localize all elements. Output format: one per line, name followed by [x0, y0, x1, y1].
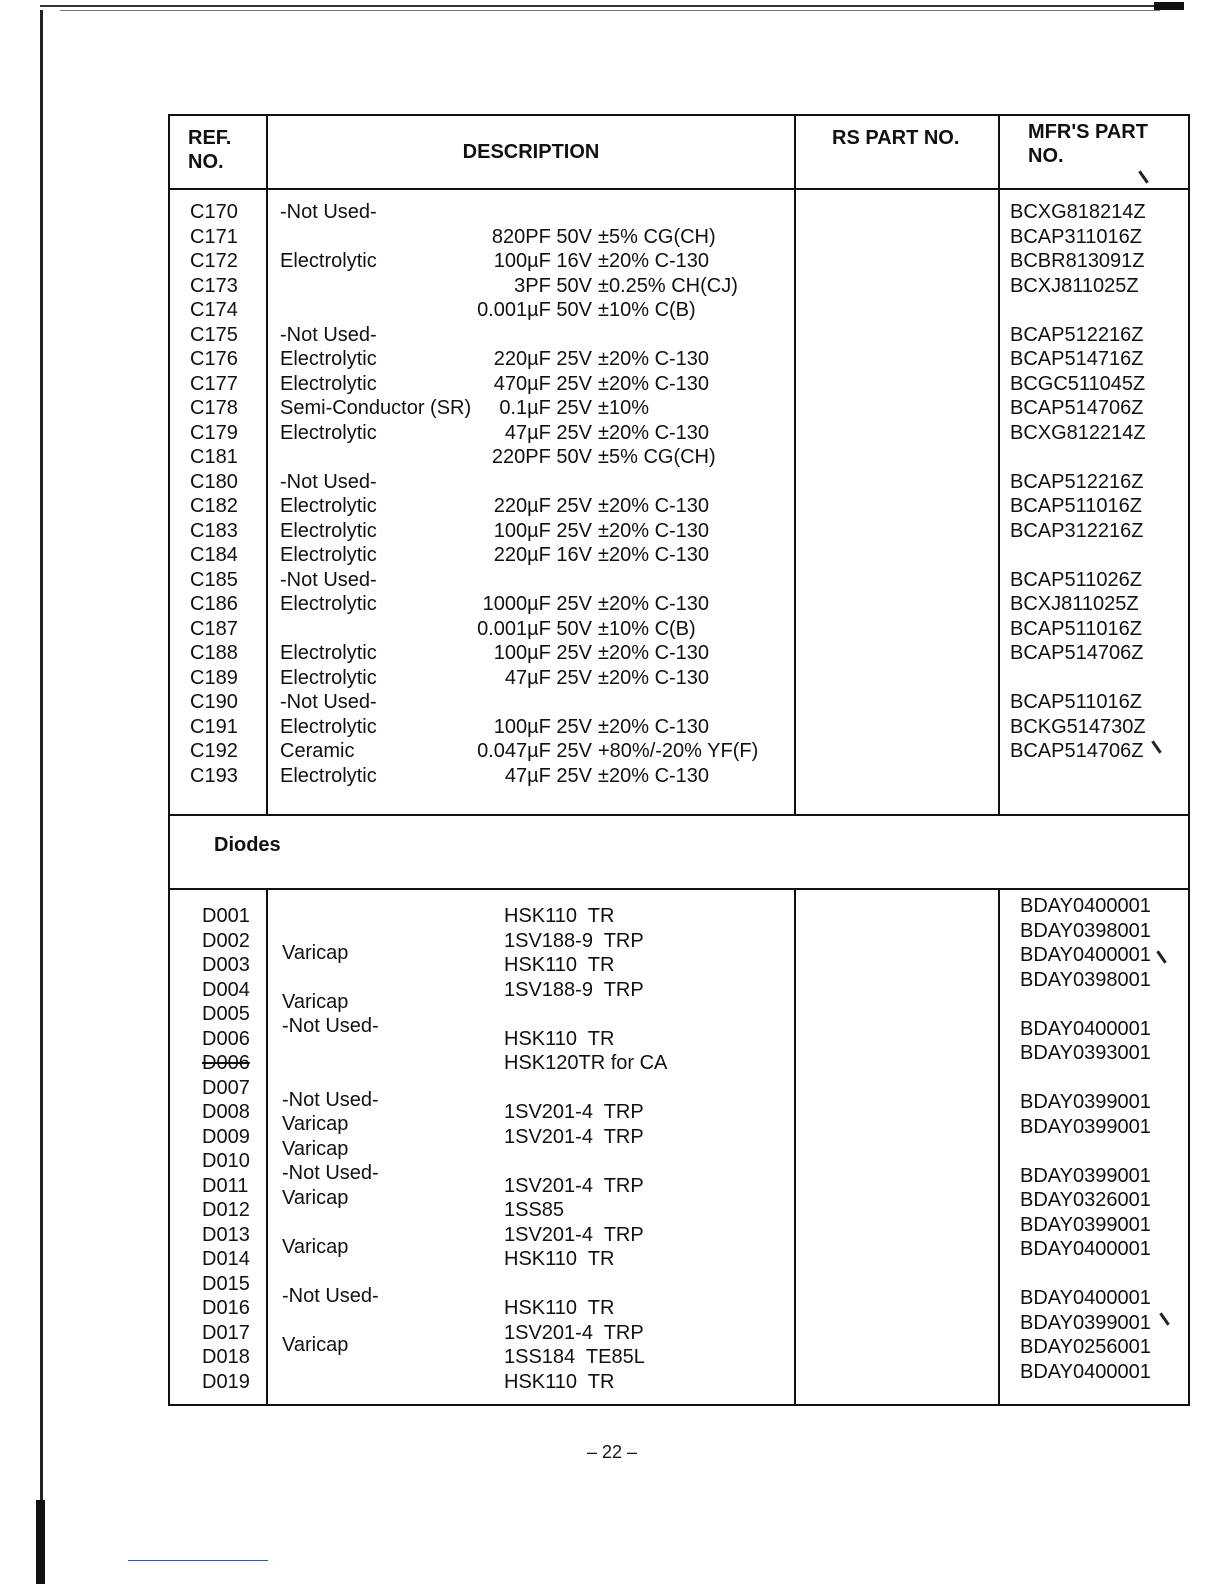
- ref-no: C184: [190, 544, 238, 566]
- ref-no: D003: [202, 954, 250, 976]
- mfr-part-no: [1020, 992, 1188, 1017]
- component-value: 820PF 50V: [491, 225, 592, 248]
- component-value: 220PF 50V: [491, 446, 592, 468]
- diode-rs-column: [795, 889, 999, 1405]
- component-type: Electrolytic: [280, 764, 377, 787]
- mfr-part-no: BCAP512216Z: [1010, 323, 1144, 346]
- ref-no: D012: [202, 1199, 250, 1221]
- component-tolerance: ±20% C-130: [598, 593, 710, 615]
- component-type: Varicap: [282, 1235, 349, 1258]
- ref-no: D002: [202, 929, 250, 952]
- component-type: Varicap: [282, 990, 349, 1013]
- component-type: -Not Used-: [280, 323, 377, 346]
- component-value: 220µF 25V: [493, 495, 592, 517]
- component-type: Varicap: [282, 1113, 349, 1135]
- header-description: DESCRIPTION: [267, 115, 795, 189]
- mfr-part-no: BDAY0398001: [1020, 968, 1151, 991]
- ref-no: C185: [190, 568, 238, 591]
- diode-mfr-column: [999, 889, 1189, 1405]
- mfr-part-no: BDAY0400001: [1020, 1017, 1151, 1040]
- component-type: -Not Used-: [280, 201, 377, 223]
- component-tolerance: ±20% C-130: [598, 495, 710, 517]
- component-tolerance: ±10% C(B): [598, 299, 696, 321]
- mfr-part-no: BDAY0399001: [1020, 1115, 1151, 1138]
- ref-no: D007: [202, 1076, 250, 1099]
- ref-no: C187: [190, 617, 238, 640]
- mfr-part-no: BCAP511026Z: [1010, 568, 1142, 591]
- component-tolerance: ±20% C-130: [598, 348, 710, 370]
- mfr-part-no: [1020, 1066, 1188, 1091]
- component-type: -Not Used-: [282, 1162, 379, 1184]
- component-part: HSK110 TR: [504, 905, 615, 927]
- component-part: HSK110 TR: [504, 1370, 615, 1393]
- mfr-part-no: BDAY0256001: [1020, 1336, 1151, 1358]
- mfr-part-no: BCKG514730Z: [1010, 715, 1146, 738]
- component-tolerance: ±20% C-130: [598, 519, 710, 542]
- component-tolerance: ±20% C-130: [598, 421, 710, 444]
- scan-bottom-line: [128, 1560, 268, 1561]
- mfr-part-no: BDAY0400001: [1020, 944, 1151, 966]
- component-type: -Not Used-: [280, 470, 377, 493]
- component-value: 47µF 25V: [504, 764, 592, 787]
- ref-no: D005: [202, 1003, 250, 1025]
- ref-no: D006: [202, 1052, 250, 1074]
- component-tolerance: +80%/-20% YF(F): [598, 740, 759, 762]
- component-value: 0.1µF 25V: [499, 397, 592, 419]
- component-value: 0.001µF 50V: [477, 617, 592, 640]
- mfr-part-no: BDAY0400001: [1020, 1360, 1151, 1383]
- mfr-part-no: [1020, 1262, 1188, 1287]
- mfr-part-no: BCGC511045Z: [1010, 372, 1146, 395]
- component-type: Electrolytic: [280, 519, 377, 542]
- mfr-part-no: BCAP514706Z: [1010, 740, 1144, 762]
- ref-no: D013: [202, 1223, 250, 1246]
- component-value: 1000µF 25V: [482, 593, 592, 615]
- mfr-part-no: BDAY0399001: [1020, 1164, 1151, 1187]
- mfr-part-no: [1010, 445, 1188, 470]
- component-part: HSK110 TR: [504, 954, 615, 976]
- mfr-part-no: BDAY0399001: [1020, 1213, 1151, 1236]
- mfr-part-no: BDAY0400001: [1020, 895, 1151, 917]
- mfr-part-no: BDAY0399001: [1020, 1091, 1151, 1113]
- component-part: 1SV188-9 TRP: [504, 978, 644, 1001]
- component-part: 1SV201-4 TRP: [504, 1125, 644, 1148]
- component-tolerance: ±0.25% CH(CJ): [598, 274, 738, 297]
- component-tolerance: ±20% C-130: [598, 666, 710, 689]
- component-value: 220µF 16V: [493, 544, 592, 566]
- component-value: 100µF 25V: [493, 519, 592, 542]
- ref-no: C190: [190, 691, 238, 713]
- ref-no: D017: [202, 1321, 250, 1344]
- component-part: 1SV201-4 TRP: [504, 1223, 644, 1246]
- mfr-part-no: BCXJ811025Z: [1010, 593, 1139, 615]
- ref-no: C174: [190, 299, 238, 321]
- mfr-part-no: BDAY0398001: [1020, 919, 1151, 942]
- ref-no: C193: [190, 764, 238, 787]
- mfr-part-no: BDAY0393001: [1020, 1042, 1151, 1064]
- ref-no: C183: [190, 519, 238, 542]
- ref-no: C181: [190, 446, 238, 468]
- component-value: 100µF 16V: [493, 250, 592, 272]
- component-part: HSK110 TR: [504, 1027, 615, 1050]
- component-value: 100µF 25V: [493, 642, 592, 664]
- mfr-part-no: BCXG818214Z: [1010, 201, 1146, 223]
- component-value: 47µF 25V: [504, 666, 592, 689]
- mfr-part-no: BCAP514706Z: [1010, 642, 1144, 664]
- component-tolerance: ±20% C-130: [598, 764, 710, 787]
- component-value: 100µF 25V: [493, 715, 592, 738]
- header-mfr-part-no: MFR'S PART NO.: [999, 115, 1189, 189]
- component-type: Electrolytic: [280, 348, 377, 370]
- ref-no: D015: [202, 1272, 250, 1295]
- component-part: 1SV201-4 TRP: [504, 1321, 644, 1344]
- mfr-part-no: BCAP312216Z: [1010, 519, 1144, 542]
- ref-no: D010: [202, 1150, 250, 1172]
- mfr-part-no: BCAP514706Z: [1010, 397, 1144, 419]
- ref-no: C173: [190, 274, 238, 297]
- component-part: 1SS184 TE85L: [504, 1346, 645, 1368]
- mfr-part-no: [1010, 298, 1188, 323]
- component-value: 470µF 25V: [493, 372, 592, 395]
- ref-no: D011: [202, 1174, 249, 1197]
- mfr-part-no: BDAY0399001: [1020, 1311, 1151, 1334]
- ref-no: C176: [190, 348, 238, 370]
- ref-no: C172: [190, 250, 238, 272]
- mfr-part-no: BCXJ811025Z: [1010, 274, 1139, 297]
- component-part: HSK120TR for CA: [504, 1052, 668, 1074]
- component-value: 0.047µF 25V: [477, 740, 592, 762]
- mfr-part-no: BDAY0326001: [1020, 1189, 1151, 1211]
- component-type: Varicap: [282, 941, 349, 964]
- component-type: Varicap: [282, 1137, 349, 1160]
- ref-no: D004: [202, 978, 250, 1001]
- mfr-part-no: BCAP511016Z: [1010, 617, 1142, 640]
- scan-left-bottom-mark: [36, 1500, 45, 1584]
- section-title: Diodes: [169, 815, 1189, 889]
- ref-no: C186: [190, 593, 238, 615]
- ref-no: C180: [190, 470, 238, 493]
- ref-no: D018: [202, 1346, 250, 1368]
- mfr-part-no: BCAP514716Z: [1010, 348, 1144, 370]
- component-type: Electrolytic: [280, 666, 377, 689]
- ref-no: D009: [202, 1125, 250, 1148]
- ref-no: C189: [190, 666, 238, 689]
- component-value: 0.001µF 50V: [477, 299, 592, 321]
- ref-no: D006: [202, 1027, 250, 1050]
- mfr-part-no: BCXG812214Z: [1010, 421, 1146, 444]
- mfr-part-no: BCAP511016Z: [1010, 495, 1142, 517]
- component-type: Electrolytic: [280, 544, 377, 566]
- component-part: 1SV201-4 TRP: [504, 1174, 644, 1197]
- component-part: HSK110 TR: [504, 1248, 615, 1270]
- mfr-part-no: BCAP512216Z: [1010, 470, 1144, 493]
- capacitor-description-column: [267, 189, 795, 815]
- component-tolerance: ±20% C-130: [598, 372, 710, 395]
- header-ref-no: REF. NO.: [169, 115, 267, 189]
- mfr-part-no: BDAY0400001: [1020, 1287, 1151, 1309]
- component-value: 220µF 25V: [493, 348, 592, 370]
- page-number: – 22 –: [586, 1442, 638, 1462]
- parts-table: [168, 114, 1190, 1406]
- diode-description-column: [267, 889, 795, 1405]
- mfr-part-no: [1010, 543, 1188, 568]
- component-tolerance: ±20% C-130: [598, 250, 710, 272]
- component-type: Electrolytic: [280, 715, 377, 738]
- diodes-section-row: [169, 815, 1189, 889]
- component-type: Ceramic: [280, 740, 355, 762]
- ref-no: D014: [202, 1248, 250, 1270]
- component-type: -Not Used-: [280, 568, 377, 591]
- component-part: 1SV201-4 TRP: [504, 1101, 644, 1123]
- component-type: -Not Used-: [280, 691, 377, 713]
- ref-no: D016: [202, 1297, 250, 1319]
- mfr-part-no: [1010, 666, 1188, 691]
- diode-block: [169, 889, 1189, 1405]
- component-type: Electrolytic: [280, 421, 377, 444]
- capacitor-rs-column: [795, 189, 999, 815]
- mfr-part-no: [1020, 1139, 1188, 1164]
- component-type: Electrolytic: [280, 593, 377, 615]
- mfr-part-no: BCBR813091Z: [1010, 250, 1145, 272]
- component-tolerance: ±20% C-130: [598, 715, 710, 738]
- ref-no: C171: [190, 225, 238, 248]
- component-type: Varicap: [282, 1186, 349, 1209]
- ref-no: D008: [202, 1101, 250, 1123]
- scan-top-edge: [40, 2, 1180, 16]
- component-type: Electrolytic: [280, 250, 377, 272]
- capacitor-mfr-column: [999, 189, 1189, 815]
- component-type: Varicap: [282, 1333, 349, 1356]
- ref-no: C182: [190, 495, 238, 517]
- ref-no: C170: [190, 201, 238, 223]
- component-type: -Not Used-: [282, 1284, 379, 1307]
- ref-no: C192: [190, 740, 238, 762]
- component-value: 3PF 50V: [514, 274, 592, 297]
- component-tolerance: ±20% C-130: [598, 642, 710, 664]
- component-type: Electrolytic: [280, 495, 377, 517]
- component-type: -Not Used-: [282, 1015, 379, 1037]
- ref-no: C175: [190, 323, 238, 346]
- component-tolerance: ±20% C-130: [598, 544, 710, 566]
- component-type: Semi-Conductor (SR): [280, 397, 472, 419]
- component-part: HSK110 TR: [504, 1297, 615, 1319]
- component-type: -Not Used-: [282, 1088, 379, 1111]
- component-type: Electrolytic: [280, 642, 377, 664]
- header-rs-part-no: RS PART NO.: [795, 115, 999, 189]
- component-tolerance: ±10% C(B): [598, 617, 696, 640]
- ref-no: C178: [190, 397, 238, 419]
- component-tolerance: ±5% CG(CH): [598, 446, 716, 468]
- ref-no: C177: [190, 372, 238, 395]
- component-part: 1SS85: [504, 1199, 565, 1221]
- component-value: 47µF 25V: [504, 421, 592, 444]
- component-tolerance: ±5% CG(CH): [598, 225, 716, 248]
- ref-no: C179: [190, 421, 238, 444]
- ref-no: D019: [202, 1370, 250, 1393]
- component-type: Electrolytic: [280, 372, 377, 395]
- mfr-part-no: BCAP511016Z: [1010, 691, 1142, 713]
- mfr-part-no: BDAY0400001: [1020, 1238, 1151, 1260]
- mfr-part-no: BCAP311016Z: [1010, 225, 1142, 248]
- component-part: 1SV188-9 TRP: [504, 929, 644, 952]
- diode-ref-column: [169, 889, 267, 1405]
- table-header-row: [169, 115, 1189, 189]
- component-tolerance: ±10%: [598, 397, 650, 419]
- capacitor-block: [169, 189, 1189, 815]
- scan-left-edge: [40, 10, 43, 1580]
- ref-no: C191: [190, 715, 238, 738]
- ref-no: C188: [190, 642, 238, 664]
- capacitor-ref-column: [169, 189, 267, 815]
- ref-no: D001: [202, 905, 250, 927]
